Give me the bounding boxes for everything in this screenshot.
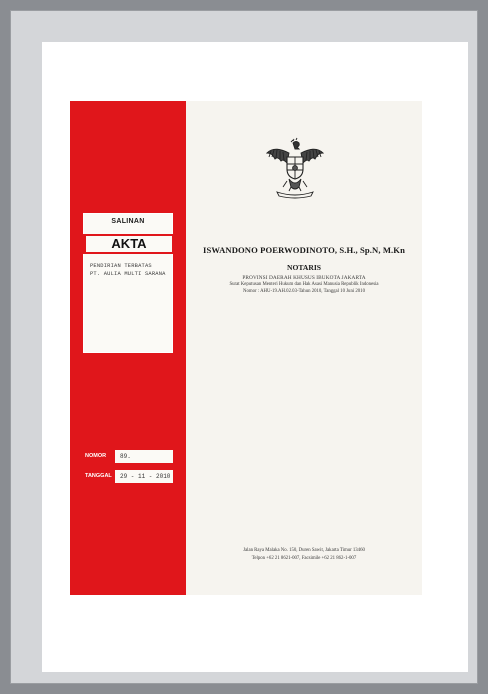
tanggal-row	[83, 470, 173, 483]
notary-region: PROVINSI DAERAH KHUSUS IBUKOTA JAKARTA	[242, 275, 366, 281]
subject-line: PT. AULIA MULTI SARANA	[90, 271, 166, 277]
deed-cover-document	[70, 101, 422, 595]
red-cover-band	[70, 101, 186, 595]
notary-title: NOTARIS	[286, 263, 322, 272]
nomor-label: NOMOR	[85, 453, 107, 459]
garuda-emblem-icon	[263, 137, 327, 201]
address-line-1: Jalan Raya Malaka No. 150, Duren Sawit, Jakarta Timur 13460	[243, 548, 365, 553]
subject-line: PENDIRIAN TERBATAS	[90, 263, 152, 269]
decree-line-2: Nomor : AHU-19.AH.02.03-Tahun 2010, Tanggal 10 Juni 2010	[243, 289, 365, 294]
akta-title-bar	[83, 234, 175, 254]
address-line-2: Telpon +62 21 8621-007, Facsimile +62 21 862-1-007	[251, 556, 357, 561]
nomor-row	[83, 450, 173, 463]
notary-name: ISWANDONO POERWODINOTO, S.H., Sp.N, M.Kn	[203, 245, 405, 255]
document-type-title: AKTA	[86, 236, 172, 252]
salinan-label: SALINAN	[111, 218, 145, 225]
deed-subject	[90, 262, 168, 278]
nomor-value: 89.	[115, 450, 173, 463]
decree-line-1: Surat Keputusan Menteri Hukum dan Hak Asasi Manusia Republik Indonesia	[229, 282, 379, 287]
tanggal-label: TANGGAL	[85, 473, 112, 479]
tanggal-value: 29 - 11 - 2010	[115, 470, 173, 483]
title-label-box	[83, 213, 173, 353]
